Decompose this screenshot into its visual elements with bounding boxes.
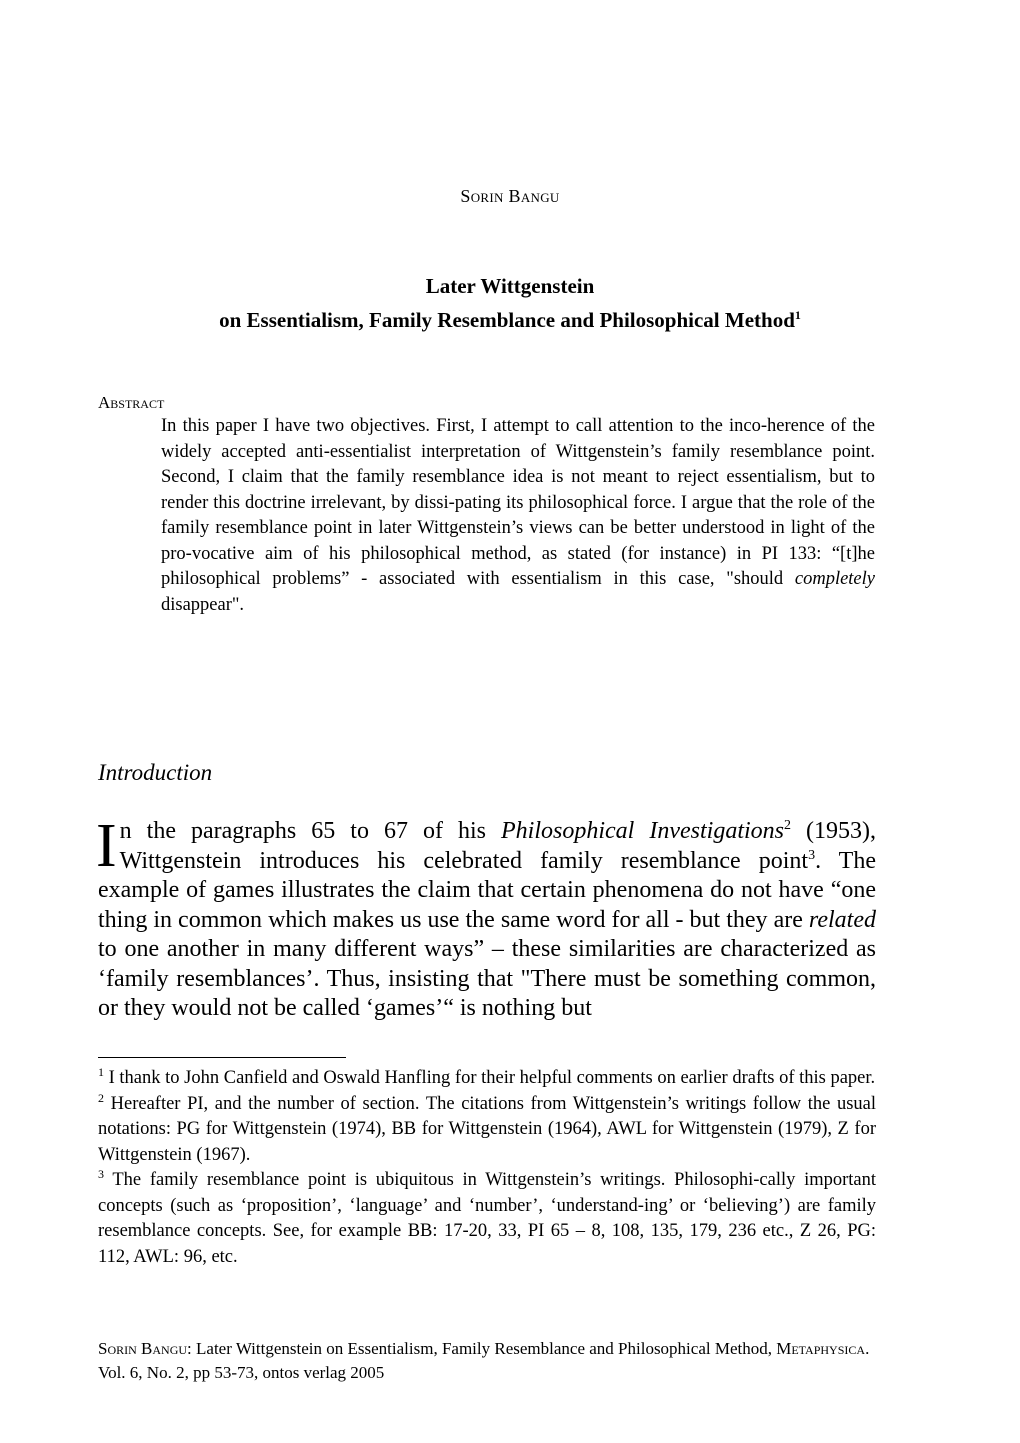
abstract-text-part-2: disappear". <box>161 594 245 615</box>
footnote-separator <box>98 1057 346 1058</box>
intro-italic-related: related <box>808 906 876 933</box>
introduction-heading: Introduction <box>98 760 213 785</box>
abstract-text-part-1: In this paper I have two objectives. First, I attempt to call attention to the inco-herence of the widely accepted anti-essentialist interpretation of Wittgenstein’s family resemblance point. Second, I claim that the family resemblance idea is not meant to reject essentialism, but to render this doctrine irrelevant, by dissi-pating its philosophical force. I argue that the role of the family resemblance point in later Wittgenstein’s views can be better understood in light of the pro-vocative aim of his philosophical method, as stated (for instance) in PI 133: “[t]he philosophical problems” - associated with essentialism in this case, "should <box>161 416 875 589</box>
author-name <box>0 186 1020 207</box>
footnote-3 <box>98 1168 876 1270</box>
footnote-2 <box>98 1092 876 1169</box>
footnote-text: I thank to John Canfield and Oswald Hanfling for their helpful comments on earlier drafts of this paper. <box>104 1068 876 1088</box>
citation-text-1: : Later Wittgenstein on Essentialism, Family Resemblance and Philosophical Method, <box>187 1339 777 1358</box>
intro-book-title: Philosophical Investigations <box>501 818 784 844</box>
title-line-1: Later Wittgenstein <box>425 274 595 298</box>
footnote-text: The family resemblance point is ubiquitous in Wittgenstein’s writings. Philosophi-cally important concepts (such as ‘proposition’, ‘language’ and ‘number’, ‘understand-ing’ or ‘believing’) are family resemblance concepts. See, for example BB: 17-20, 33, PI 65 – 8, 108, 135, 179, 236 etc., Z 26, PG: 112, AWL: 96, etc. <box>98 1170 876 1267</box>
abstract-italic-word: completely <box>794 569 875 589</box>
footnote-number: 3 <box>98 1166 104 1181</box>
author-first-name: Sorin <box>460 186 504 206</box>
footnote-1 <box>98 1066 876 1092</box>
title-footnote-marker: 1 <box>794 308 801 322</box>
footnote-text: Hereafter PI, and the number of section. The citations from Wittgenstein’s writings follow the usual notations: PG for Wittgenstein (1974), BB for Wittgenstein (1964), AWL for Wittgenstein (1979), Z for Wittgenstein (1967). <box>98 1093 876 1165</box>
footnote-number: 1 <box>98 1064 104 1079</box>
citation-text-2: . Vol. 6, No. 2, pp 53-73, ontos verlag 2005 <box>98 1339 870 1382</box>
citation-journal: Metaphysica <box>776 1339 866 1358</box>
footnote-ref-3: 3 <box>808 847 816 863</box>
drop-cap: I <box>96 812 117 880</box>
abstract-text <box>161 414 875 618</box>
title-line-2 <box>0 301 1020 335</box>
introduction-paragraph <box>96 812 876 1024</box>
footnote-number: 2 <box>98 1090 104 1105</box>
paper-title <box>0 272 1020 335</box>
intro-segment-2: (1953), Wittgenstein introduces his celebrated family resemblance point <box>119 818 876 874</box>
abstract-heading: Abstract <box>98 393 165 412</box>
intro-segment-3: . The example of games illustrates the claim that certain phenomena do not have “one thing in common which makes us use the same word for all - but they are <box>98 847 876 933</box>
title-line-2-text: on Essentialism, Family Resemblance and Philosophical Method <box>219 308 795 332</box>
intro-segment-4: to one another in many different ways” – these similarities are characterized as ‘family resemblances’. Thus, insisting that "There must be something common, or they would not be called ‘games’“ is nothing but <box>98 936 876 1021</box>
citation-author: Sorin Bangu <box>98 1339 188 1358</box>
footnotes <box>98 1066 876 1270</box>
citation-footer <box>98 1337 876 1385</box>
author-last-name: Bangu <box>508 186 560 206</box>
footnote-ref-2: 2 <box>784 818 791 833</box>
intro-segment-1: n the paragraphs 65 to 67 of his <box>119 818 502 844</box>
